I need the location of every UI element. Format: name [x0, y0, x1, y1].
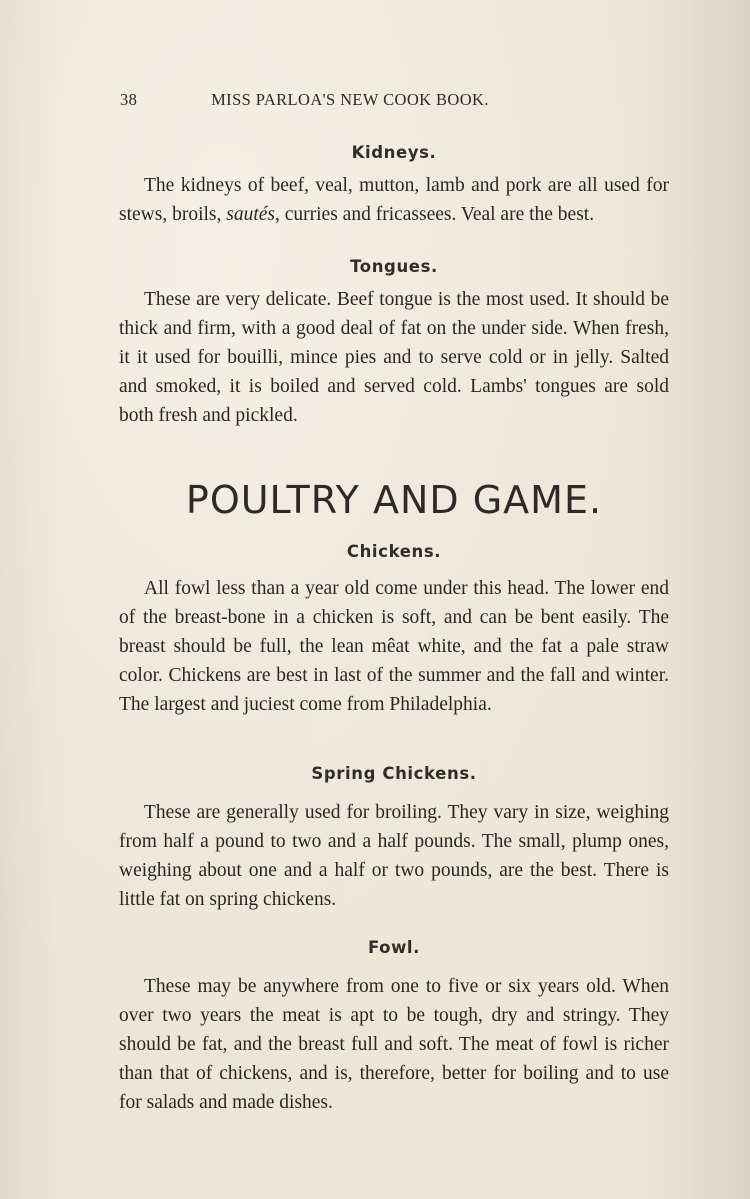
- book-title: MISS PARLOA'S NEW COOK BOOK.: [211, 90, 489, 109]
- fowl-heading: Fowl.: [367, 938, 421, 957]
- spring-chickens-section: [119, 761, 669, 914]
- spring-chickens-paragraph: These are generally used for broiling. They vary in size, weighing from half a pound to two and a half pounds. The small, plump ones, weighing about one and a half or two pounds, are the best. There is little fat on spring chickens.: [119, 802, 669, 910]
- spring-chickens-heading: Spring Chickens.: [311, 764, 477, 783]
- italic-term: sautés: [226, 204, 275, 225]
- fowl-section: [119, 935, 669, 1117]
- tongues-heading: Tongues.: [350, 257, 438, 276]
- chickens-section: [119, 539, 669, 719]
- chickens-heading: Chickens.: [346, 542, 442, 561]
- fowl-paragraph: These may be anywhere from one to five or six years old. When over two years the meat is apt to be tough, dry and stringy. They should be fat, and the breast full and soft. The meat of fowl is richer than that of chickens, and is, therefore, better for boiling and to use for salads and made dishes.: [119, 976, 669, 1113]
- section-title: POULTRY AND GAME.: [185, 478, 603, 522]
- tongues-paragraph: These are very delicate. Beef tongue is the most used. It should be thick and firm, with a good deal of fat on the under side. When fresh, it it used for bouilli, mince pies and to serve cold or in jelly. Salted and smoked, it is boiled and served cold. Lambs' tongues are sold both fresh and pickled.: [119, 289, 669, 426]
- page-number: 38: [120, 90, 138, 109]
- chickens-paragraph: All fowl less than a year old come under this head. The lower end of the breast-bone in a chicken is soft, and can be bent easily. The breast should be full, the lean mêat white, and the fat a pale straw color. Chickens are best in last of the summer and the fall and winter. The largest and juciest come from Philadelphia.: [119, 578, 669, 715]
- tongues-section: [119, 254, 669, 430]
- running-head: [120, 90, 580, 110]
- kidneys-heading: Kidneys.: [351, 143, 437, 162]
- kidneys-paragraph: The kidneys of beef, veal, mutton, lamb and pork are all used for stews, broils, sautés, curries and fricassees. Veal are the best.: [119, 175, 669, 225]
- kidneys-section: [119, 140, 669, 229]
